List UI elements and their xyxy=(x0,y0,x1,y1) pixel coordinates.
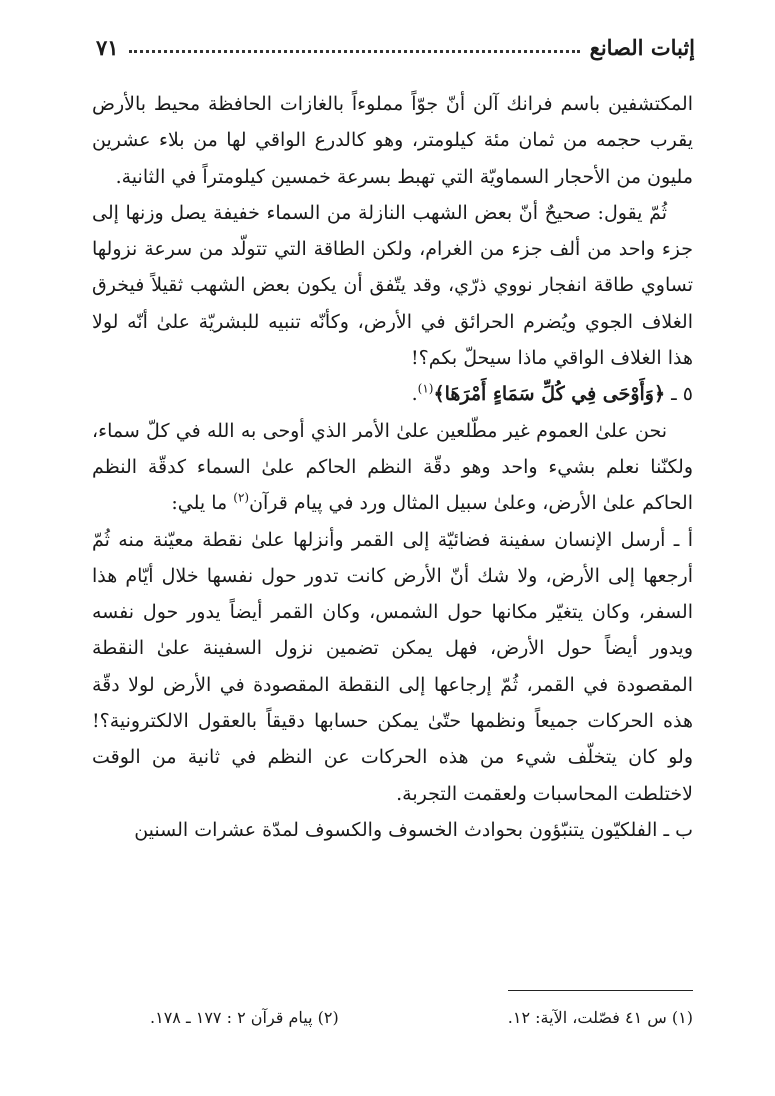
running-title: إثبات الصانع xyxy=(589,34,695,60)
paragraph-2: ثُمّ يقول: صحيحٌ أنّ بعض الشهب النازلة من السماء خفيفة يصل وزنها إلى جزء واحد من ألف جزء من الغرام، ولكن الطاقة التي تتولّد من سرعة نزولها تساوي طاقة انفجار نووي ذرّي، وقد يتّفق أن يكون بعض الشهب ثقيلاً فيخرق الغلاف الجوي ويُضرم الحرائق في الأرض، وكأنّه تنبيه للبشريّة علىٰ أنّه لولا هذا الغلاف الواقي ماذا سيحلّ بكم؟! xyxy=(92,201,693,370)
paragraph-4-text: نحن علىٰ العموم غير مطّلعين علىٰ الأمر الذي أوحى به الله في كلّ سماء، ولكنّنا نعلم بشيء واحد وهو دقّة النظم الحاكم علىٰ السماء كدقّة النظم الحاكم علىٰ الأرض، وعلىٰ سبيل المثال ورد في پيام قرآن xyxy=(92,419,693,515)
period: . xyxy=(411,383,418,406)
page-header xyxy=(96,30,695,64)
item-number: ٥ ـ xyxy=(665,383,693,406)
paragraph-6: ب ـ الفلكيّون يتنبّؤون بحوادث الخسوف والكسوف لمدّة عشرات السنين xyxy=(134,818,693,841)
footnotes xyxy=(150,1008,693,1027)
page-number: ٧١ xyxy=(96,34,119,60)
dot-leader xyxy=(129,50,580,53)
footnote-ref-1: (١) xyxy=(417,382,434,397)
paragraph-1: المكتشفين باسم فرانك آلن أنّ جوّاً مملوءاً بالغازات الحافظة محيط بالأرض يقرب حجمه من ثمان مئة كيلومتر، وهو كالدرع الواقي لها من بلاء عشرين مليون من الأحجار السماويّة التي تهبط بسرعة خمسين كيلومتراً في الثانية. xyxy=(92,93,693,188)
paragraph-3 xyxy=(92,376,693,412)
footnote-1: (١) س ٤١ فصّلت، الآية: ١٢. xyxy=(507,1008,693,1027)
footnote-separator xyxy=(508,990,693,991)
paragraph-5: أ ـ أرسل الإنسان سفينة فضائيّة إلى القمر وأنزلها علىٰ نقطة معيّنة منه ثُمّ أرجعها إلى الأرض، ولا شك أنّ الأرض كانت تدور حول نفسها خلال أيّام هذا السفر، وكان يتغيّر مكانها حول الشمس، وكان القمر أيضاً يدور حول نفسه ويدور أيضاً حول الأرض، فهل يمكن تضمين نزول السفينة علىٰ النقطة المقصودة في القمر، ثُمّ إرجاعها إلى النقطة المقصودة في الأرض لولا دقّة هذه الحركات جميعاً ونظمها حتّىٰ يمكن حسابها دقيقاً بالعقول الالكترونية؟! ولو كان يتخلّف شيء من هذه الحركات عن النظم في ثانية من الوقت لاختلطت المحاسبات ولعقمت التجربة. xyxy=(92,528,693,805)
body-text xyxy=(92,86,693,848)
footnote-2: (٢) پيام قرآن ٢ : ١٧٧ ـ ١٧٨. xyxy=(150,1008,339,1027)
footnote-ref-2: (٢) xyxy=(233,490,250,505)
paragraph-4 xyxy=(92,413,693,522)
paragraph-4-suffix: ما يلي: xyxy=(171,492,234,515)
quran-verse: ﴿وَأَوْحَى فِي كُلِّ سَمَاءٍ أَمْرَهَا﴾ xyxy=(433,383,666,406)
